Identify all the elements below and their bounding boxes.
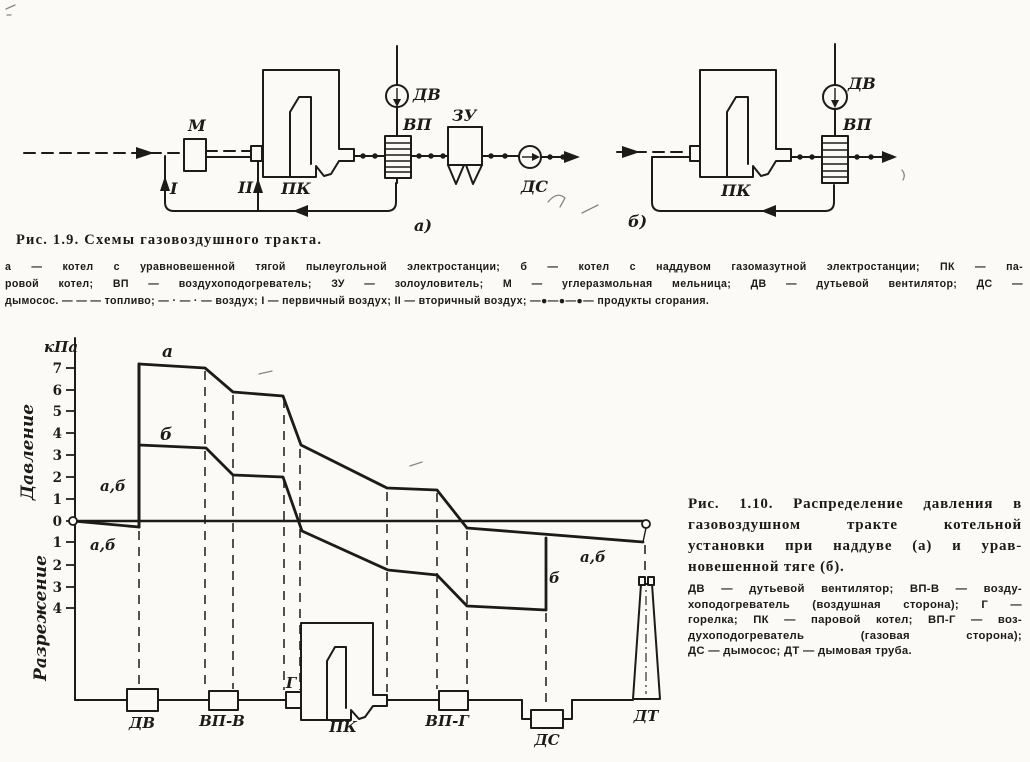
component-label-vpg: ВП-Г (425, 712, 469, 730)
zu-hopper (448, 165, 464, 184)
chimney-cap (648, 577, 654, 585)
arrow-right-icon (136, 147, 154, 159)
caption-line: а — котел с уравновешенной тягой пылеугольной электростанции; б — котел с наддувом газомазутной электростанции; ПК — па- (5, 261, 1023, 273)
curve-b-ds-label: б (549, 569, 560, 587)
scheme-b (617, 44, 897, 231)
fig110-title-line: новешенной тяге (б). (688, 559, 845, 575)
pressure-chart (18, 338, 660, 749)
chimney-cap (639, 577, 645, 585)
label-ash-collector: ЗУ (452, 106, 477, 125)
component-preheater-air-side (209, 691, 238, 710)
arrow-right-icon (882, 151, 897, 163)
label-exhauster: ДС (521, 177, 548, 196)
tick-label: 4 (52, 601, 62, 617)
curve-b (139, 445, 546, 610)
component-label-vpv: ВП-В (199, 712, 245, 730)
arrow-right-icon (564, 151, 580, 163)
label-mill: М (188, 116, 206, 135)
fig110-title-line: установки при наддуве (а) и урав- (688, 538, 1022, 554)
scheme-a (24, 46, 580, 235)
scheme-a-tag: а) (414, 216, 432, 235)
tick-label: 1 (52, 492, 62, 508)
label-primary-air: I (170, 179, 178, 198)
arrow-up-icon (253, 178, 263, 193)
fig110-caption-line: духоподогреватель (газовая сторона); (688, 629, 1022, 642)
tract-components (127, 577, 660, 728)
curve-ab-right (467, 528, 643, 542)
guide-lines (139, 371, 645, 709)
tick-label: 4 (52, 426, 62, 442)
vacuum-axis-label: Разрежение (31, 555, 51, 681)
caption-line: дымосос. — — — топливо; — · — · — воздух; I — первичный воздух; II — вторичный воздух; —●—●—●— продукты сгорания. (5, 295, 710, 307)
caption-line: ровой котел; ВП — воздухоподогреватель; ЗУ — золоуловитель; М — углеразмольная мельница; ДВ — дутьевой вентилятор; ДС — (5, 278, 1023, 290)
fig19-title: Рис. 1.9. Схемы газовоздушного тракта. (16, 232, 323, 248)
curve-ab-inlet-label: а,б (90, 536, 116, 554)
label-preheater-a: ВП (403, 115, 432, 134)
mill-box (184, 139, 206, 171)
label-boiler-b: ПК (721, 181, 751, 200)
arrow-left-icon (293, 205, 308, 217)
tick-label: 7 (52, 361, 62, 377)
chimney-exit-point (642, 520, 650, 528)
fig110-caption (688, 494, 1022, 660)
burner-a (251, 146, 262, 161)
label-secondary-air: II (238, 178, 253, 197)
tick-label: 0 (52, 514, 62, 530)
curve-ab-fan-label: а,б (100, 477, 126, 495)
component-fan-dv (127, 689, 158, 711)
y-ticks (66, 368, 75, 608)
tick-label: 6 (52, 383, 62, 399)
component-label-pk: ПК (329, 718, 357, 736)
component-label-g: Г (285, 674, 297, 692)
fig19-caption (5, 259, 1023, 310)
arrow-up-icon (160, 176, 170, 191)
zu-hopper (466, 165, 482, 184)
arrow-right-icon (622, 146, 640, 158)
component-boiler (301, 623, 387, 720)
curve-b-label: б (160, 425, 173, 445)
fig110-caption-line: ДВ — дутьевой вентилятор; ВП-В — возду- (688, 583, 1022, 595)
fig110-caption-line: горелка; ПК — паровой котел; ВП-Г — воз- (688, 614, 1022, 626)
label-fan-b: ДВ (848, 74, 876, 93)
tick-label: 2 (52, 558, 62, 574)
fig110-caption-line: ДС — дымосос; ДТ — дымовая труба. (688, 645, 912, 657)
tick-label: 5 (52, 404, 62, 420)
tick-label: 1 (52, 535, 62, 551)
boiler-b-outline (700, 70, 791, 177)
pressure-axis-label: Давление (18, 403, 38, 501)
component-label-ds: ДС (534, 731, 560, 749)
label-preheater-b: ВП (843, 115, 872, 134)
scheme-b-tag: б) (628, 212, 648, 231)
tick-label: 3 (52, 580, 62, 596)
fig110-title-line: газовоздушном тракте котельной (688, 517, 1022, 533)
axis-unit: кПа (44, 338, 79, 356)
boiler-a-outline (263, 70, 354, 177)
ash-collector-zu (448, 127, 482, 165)
fig110-caption-line: хоподогреватель (воздушная сторона); Г — (688, 598, 1022, 611)
tick-label: 2 (52, 470, 62, 486)
curve-a-label: а (162, 342, 174, 362)
label-boiler-a: ПК (281, 179, 311, 198)
component-label-dt: ДТ (633, 707, 659, 725)
chimney-rise (643, 528, 646, 542)
curve-ab-right-label: а,б (580, 548, 606, 566)
origin-point (69, 517, 77, 525)
arrow-left-icon (761, 205, 776, 217)
fig110-title-line: Рис. 1.10. Распределение давления в (688, 496, 1022, 512)
component-label-dv: ДВ (128, 714, 156, 732)
curves (69, 364, 650, 610)
label-fan-a: ДВ (413, 85, 441, 104)
component-preheater-gas-side (439, 691, 468, 710)
tick-label: 3 (52, 448, 62, 464)
component-smoke-exhauster (531, 710, 563, 728)
